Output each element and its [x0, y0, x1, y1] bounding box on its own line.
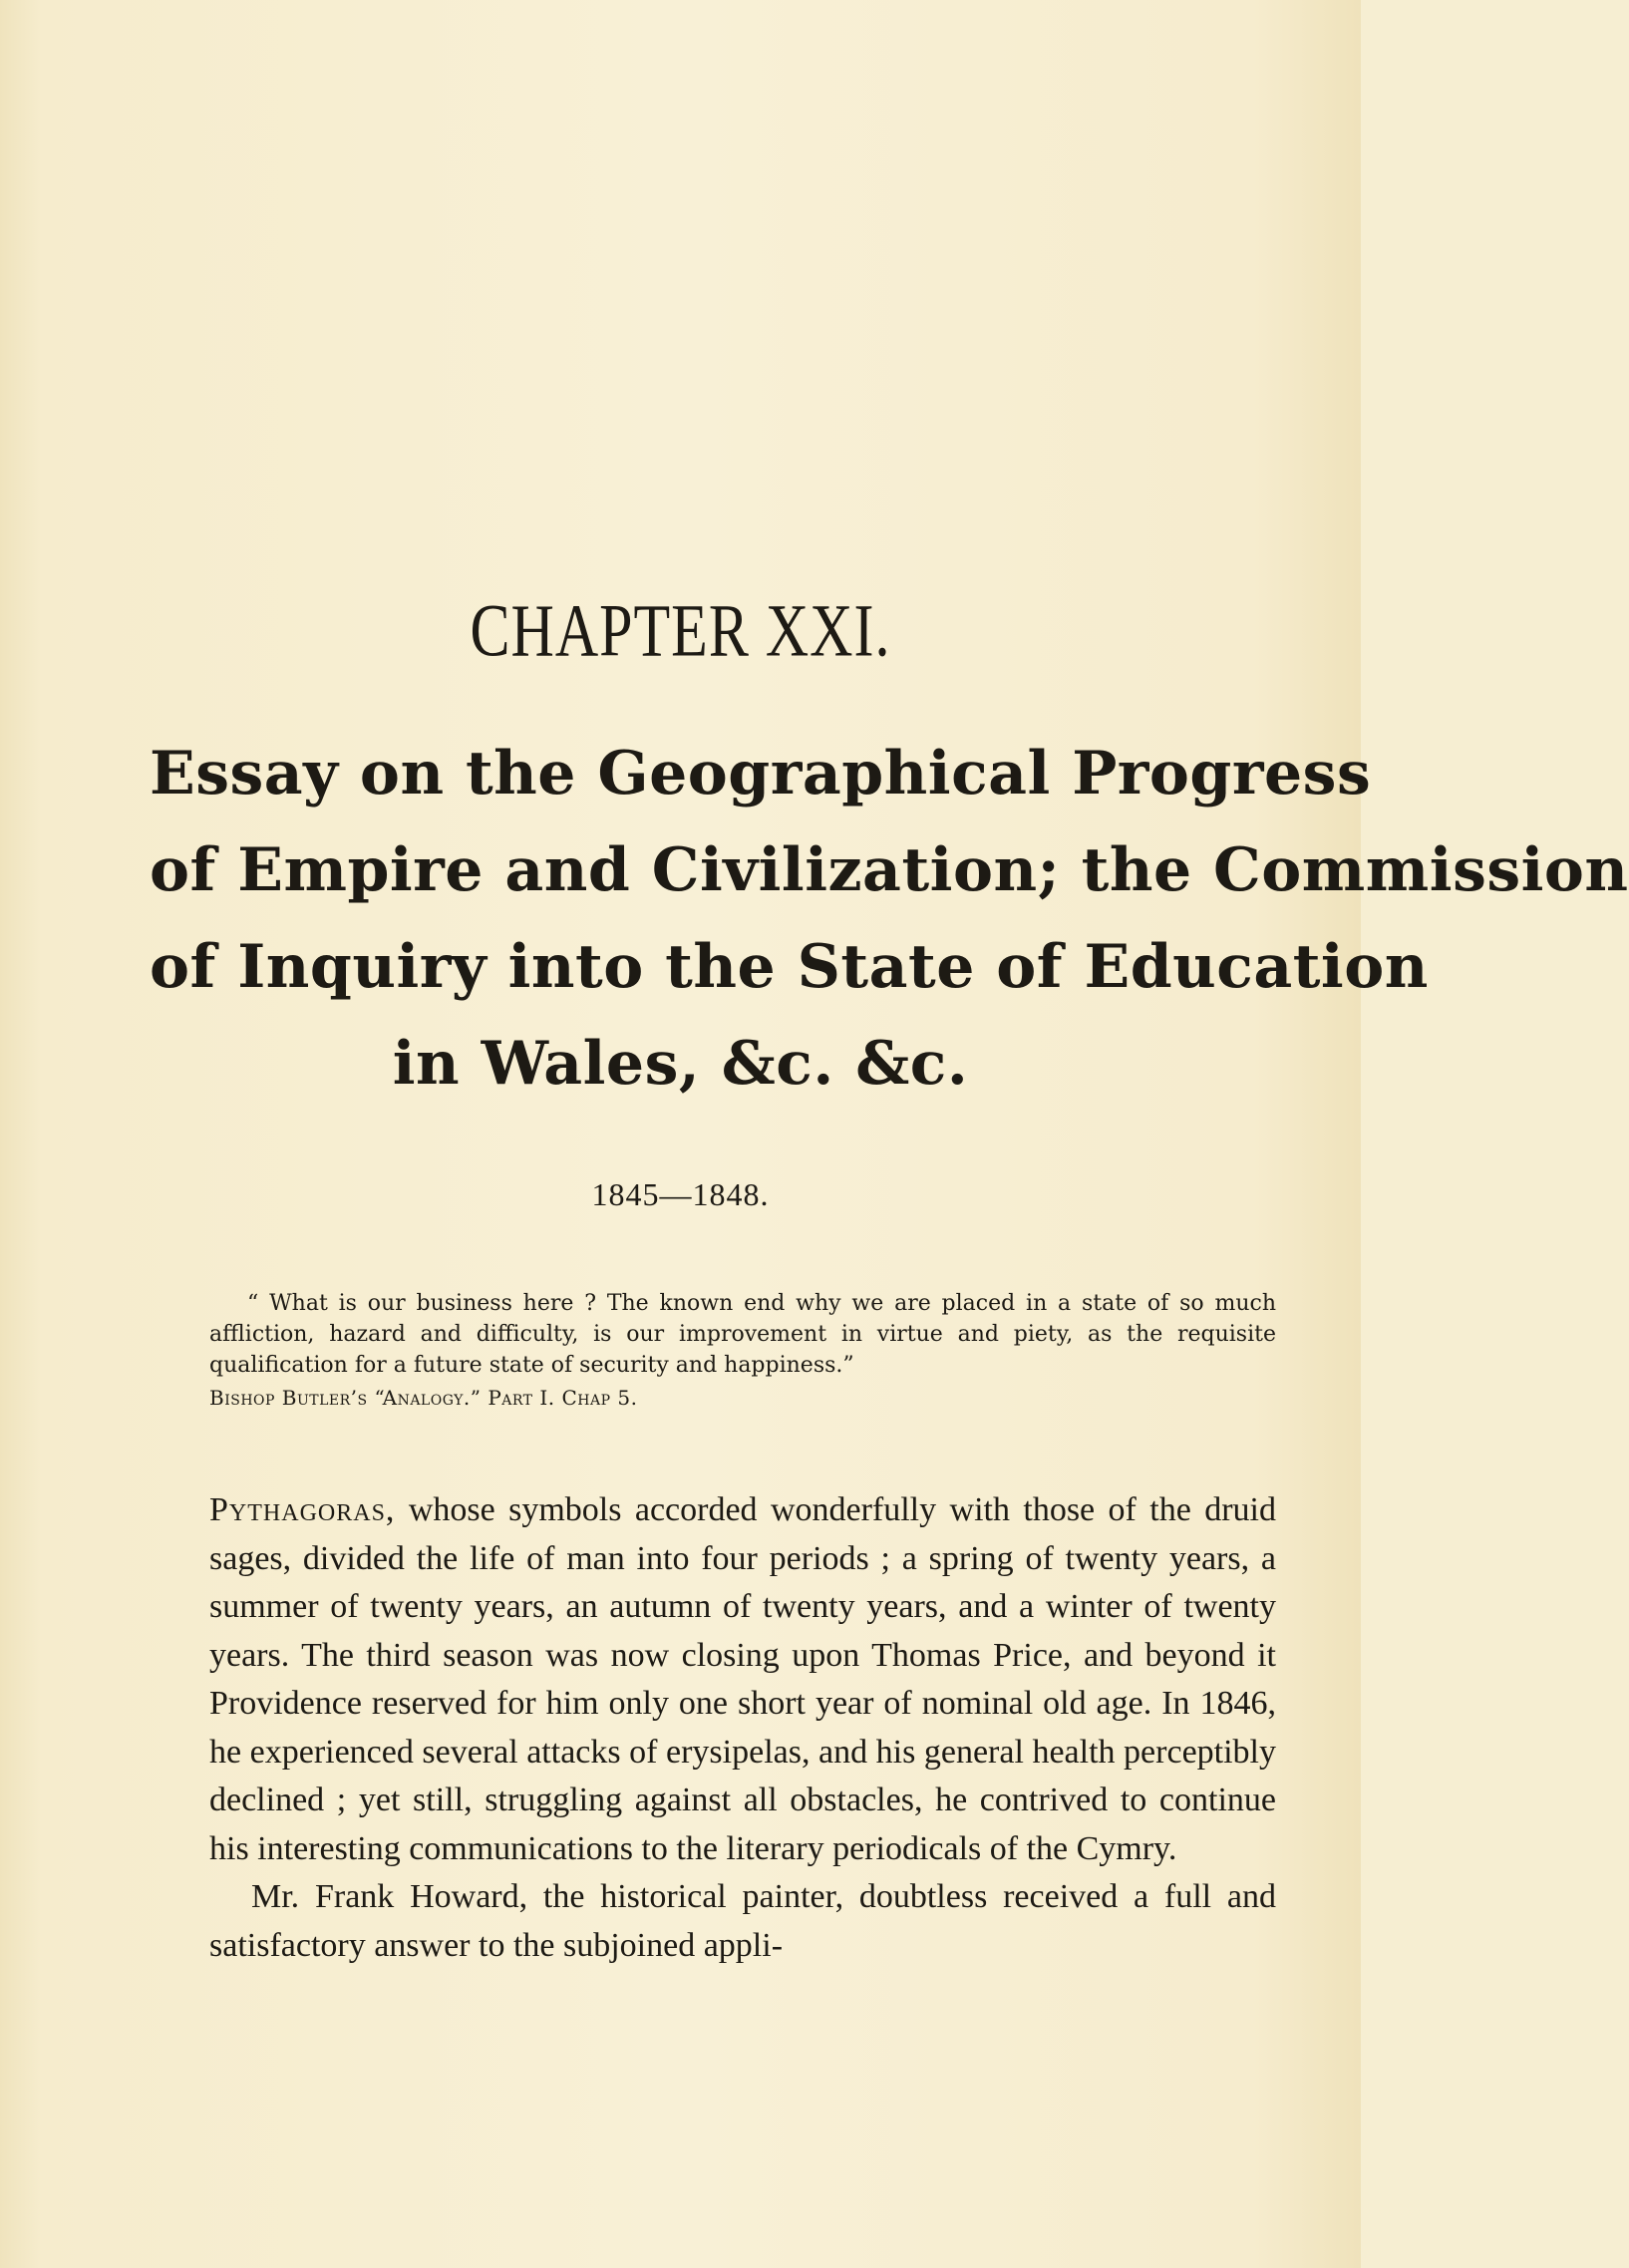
- chapter-subtitle: [150, 726, 1629, 1113]
- body-text: [209, 1486, 1276, 1970]
- chapter-title: CHAPTER XXI.: [470, 589, 891, 672]
- subtitle-line-3: of Inquiry into the State of Education: [150, 932, 1429, 1002]
- lead-word: Pythagoras,: [209, 1491, 396, 1528]
- epigraph-quote: “ What is our business here ? The known end why we are placed in a state of so much affliction, hazard and difficulty, is our improvement in virtue and piety, as the requisite qualification for a future state of security and happiness.”: [209, 1291, 1276, 1378]
- subtitle-line-1: Essay on the Geographical Progress: [150, 739, 1372, 809]
- paragraph-1: [209, 1486, 1276, 1873]
- chapter-dates: 1845—1848.: [591, 1176, 770, 1212]
- paragraph-1-text: whose symbols accorded wonderfully with those of the druid sages, divided the life of man into four periods ; a spring of twenty years, a summer of twenty years, an autumn of twenty years, and a winter of twenty years. The third season was now closing upon Thomas Price, and beyond it Providence reserved for him only one short year of nominal old age. In 1846, he experienced several attacks of erysipelas, and his general health perceptibly declined ; yet still, struggling against all obstacles, he contrived to continue his interesting communications to the literary periodicals of the Cymry.: [209, 1491, 1276, 1867]
- paragraph-2: Mr. Frank Howard, the historical painter, doubtless received a full and satisfactory answer to the subjoined appli-: [209, 1878, 1276, 1964]
- epigraph-attribution: Bishop Butler’s “Analogy.” Part I. Chap 5.: [209, 1386, 638, 1410]
- subtitle-line-2: of Empire and Civilization; the Commission: [150, 835, 1629, 905]
- epigraph: [209, 1288, 1276, 1414]
- subtitle-line-4: in Wales, &c. &c.: [392, 1029, 969, 1099]
